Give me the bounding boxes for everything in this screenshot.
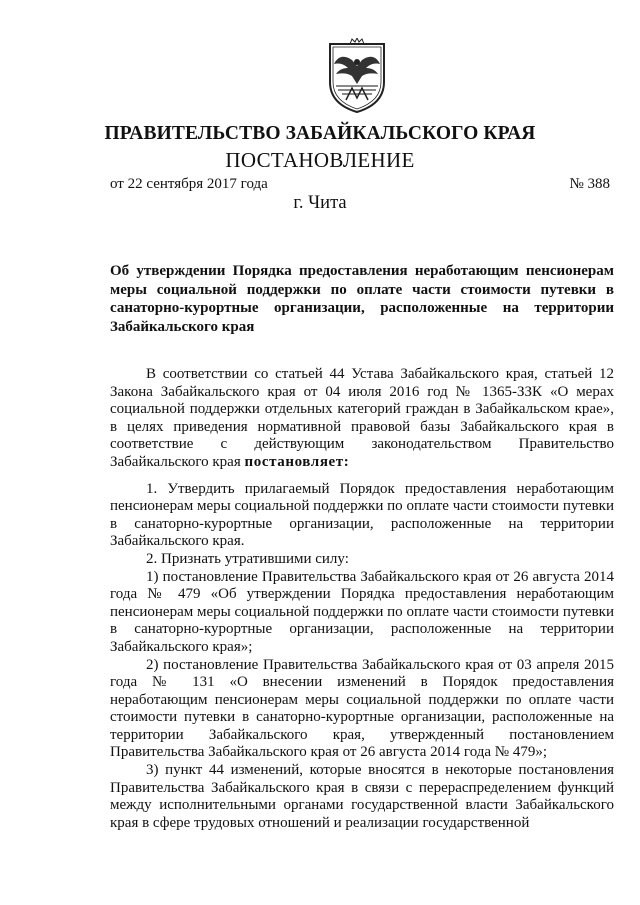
preamble-text: В соответствии со статьей 44 Устава Забайкальского края, статьей 12 Закона Забайкальского края от 04 июля 2016 год № 1365-ЗЗК «О мерах социальной поддержки отдельных категорий граждан в Забайкальском крае», в целях приведения нормативной правовой базы Забайкальского края в соответствие с действующим законодательством Правительство Забайкальского края — [110, 366, 614, 470]
document-number: № 388 — [569, 176, 610, 192]
clause-1: 1. Утвердить прилагаемый Порядок предоставления неработающим пенсионерам меры социальной поддержки по оплате части стоимости путевки в санаторно-курортные организации, расположенные на территории Забайкальского края. — [110, 480, 614, 550]
document-body — [110, 366, 614, 832]
preamble-paragraph — [110, 366, 614, 472]
document-city: г. Чита — [293, 193, 347, 213]
government-name: ПРАВИТЕЛЬСТВО ЗАБАЙКАЛЬСКОГО КРАЯ — [104, 123, 536, 144]
document-date: от 22 сентября 2017 года — [110, 176, 268, 192]
clause-2: 2. Признать утратившими силу: — [146, 550, 349, 567]
clause-2-1: 1) постановление Правительства Забайкальского края от 26 августа 2014 года № 479 «Об утверждении Порядка предоставления неработающим пенсионерам меры социальной поддержки по оплате части стоимости путевки в санаторно-курортные организации, расположенные на территории Забайкальского края»; — [110, 568, 614, 655]
clause-2-2: 2) постановление Правительства Забайкальского края от 03 апреля 2015 года № 131 «О внесении изменений в Порядок предоставления неработающим пенсионерам меры социальной поддержки по оплате части стоимости путевки в санаторно-курортные организации, расположенные на территории Забайкальского края, утвержденный постановлением Правительства Забайкальского края от 26 августа 2014 года № 479»; — [110, 656, 614, 761]
resolves-word: постановляет: — [244, 453, 350, 470]
document-title: Об утверждении Порядка предоставления неработающим пенсионерам меры социальной поддержки по оплате части стоимости путевки в санаторно-курортные организации, расположенные на территории Забайкальского края — [110, 263, 614, 335]
document-type: ПОСТАНОВЛЕНИЕ — [225, 148, 415, 172]
coat-of-arms-icon — [322, 38, 392, 114]
clause-2-3: 3) пункт 44 изменений, которые вносятся в некоторые постановления Правительства Забайкальского края в связи с перераспределением функций между исполнительными органами государственной власти Забайкальского края в сфере трудовых отношений и реализации государственной — [110, 762, 614, 831]
